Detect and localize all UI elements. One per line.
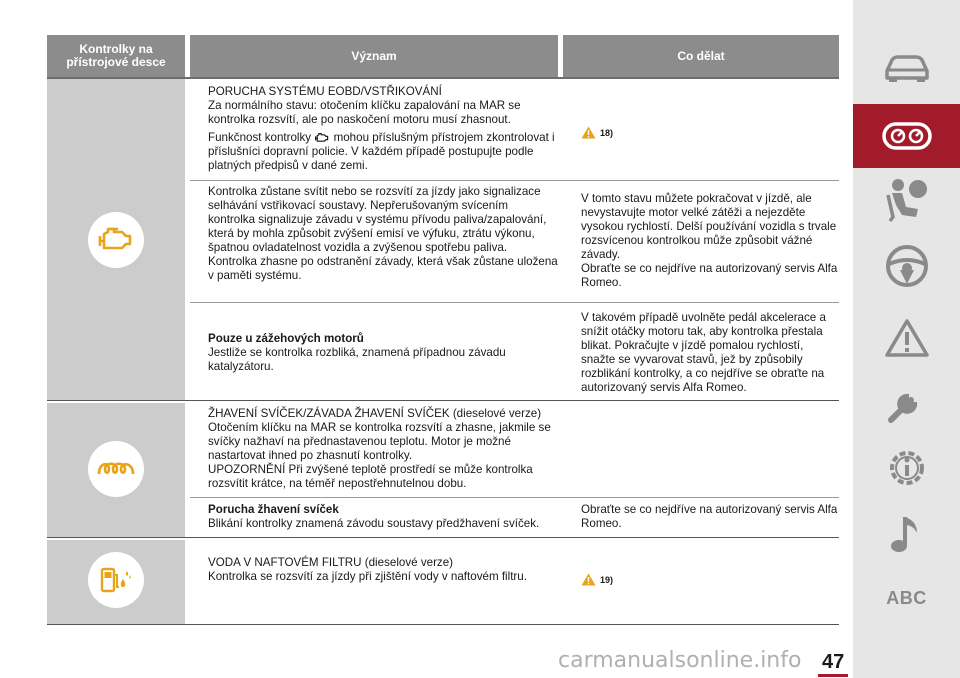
glow-plug-meaning-block	[208, 407, 558, 491]
engine-action-service: Obraťte se co nejdříve na autorizovaný servis Alfa Romeo.	[581, 262, 838, 289]
warning-triangle-icon[interactable]	[853, 306, 960, 370]
hazard-triangle-icon	[581, 126, 596, 139]
index-abc-button[interactable]: ABC	[886, 587, 927, 608]
engine-normal-text: Za normálního stavu: otočením klíčku zapalování na MAR se kontrolka rozsvítí, ale po naskočení motoru musí zhasnout.	[208, 99, 521, 126]
car-icon[interactable]	[853, 36, 960, 100]
watermark: carmanualsonline.info	[558, 648, 802, 673]
steering-wheel-icon[interactable]	[853, 234, 960, 298]
section-separator	[47, 400, 839, 401]
glow-plug-fault-text: Blikání kontrolky znamená závodu soustavy předžhavení svíček.	[208, 517, 540, 530]
header-warning-lights: Kontrolky na přístrojové desce	[47, 35, 185, 77]
glow-plug-icon	[88, 441, 144, 497]
section-separator	[47, 537, 839, 538]
header-action: Co dělat	[563, 35, 839, 77]
page-number-underline	[818, 674, 848, 677]
glow-plug-text: Otočením klíčku na MAR se kontrolka rozsvítí a zhasne, jakmile se svíčky nažhaví na přednastavenou teplotu. Motor je možné nastartovat ihned po zhasnutí kontrolky.	[208, 421, 551, 462]
dashboard-gauges-icon[interactable]	[853, 104, 960, 168]
glow-plug-title: ŽHAVENÍ SVÍČEK/ZÁVADA ŽHAVENÍ SVÍČEK (dieselové verze)	[208, 407, 542, 420]
wrench-icon[interactable]	[853, 372, 960, 436]
icon-cell-water-in-fuel	[47, 540, 185, 624]
warning-ref-18[interactable]: 18)	[581, 126, 613, 139]
catalyst-action-text: V takovém případě uvolněte pedál akcelerace a snížit otáčky motoru tak, aby kontrolka přestala blikat. Pokračujte v jízdě pomalou rychlostí, snažte se vyvarovat stavů, jež by způsobily rozblikání kontrolky, a co nejdříve se obraťte na autorizovaný servis Alfa Romeo.	[581, 311, 826, 394]
engine-meaning-block	[208, 85, 558, 173]
music-note-icon[interactable]	[853, 502, 960, 566]
engine-title: PORUCHA SYSTÉMU EOBD/VSTŘIKOVÁNÍ	[208, 85, 442, 98]
water-text: Kontrolka se rozsvítí za jízdy při zjištění vody v naftovém filtru.	[208, 570, 527, 583]
header-meaning: Význam	[190, 35, 558, 77]
glow-plug-warning: UPOZORNĚNÍ Při zvýšené teplotě prostředí se může kontrolka rozsvítit krátce, na téměř nepostřehnutelnou dobu.	[208, 463, 533, 490]
glow-plug-fault-heading: Porucha žhavení svíček	[208, 503, 339, 516]
chapter-sidebar	[853, 0, 960, 678]
catalyst-text: Jestliže se kontrolka rozbliká, znamená případnou závadu katalyzátoru.	[208, 346, 506, 373]
engine-inline-icon	[314, 132, 330, 144]
warning-ref-19[interactable]: 19)	[581, 573, 613, 586]
engine-fault-block	[208, 185, 558, 283]
water-in-fuel-icon	[88, 552, 144, 608]
petrol-only-heading: Pouze u zážehových motorů	[208, 332, 364, 345]
page-number: 47	[822, 651, 845, 673]
glow-plug-action-text: Obraťte se co nejdříve na autorizovaný servis Alfa Romeo.	[581, 503, 838, 530]
info-gear-icon[interactable]	[853, 436, 960, 500]
engine-action-block	[581, 192, 839, 290]
engine-check-icon	[88, 212, 144, 268]
glow-plug-action-block	[581, 503, 839, 531]
water-meaning-block	[208, 556, 558, 584]
row-separator	[190, 180, 839, 181]
engine-fault-memory: Kontrolka zhasne po odstranění závady, která však zůstane uložena v paměti systému.	[208, 255, 558, 282]
icon-cell-glow-plug	[47, 403, 185, 537]
airbag-seat-icon[interactable]	[853, 168, 960, 232]
engine-police-text: Funkčnost kontrolky mohou příslušným přístrojem zkontrolovat i příslušníci dopravní policie. V každém případě postupujte podle platných předpisů v dané zemi.	[208, 131, 555, 172]
icon-cell-engine	[47, 79, 185, 400]
row-separator	[190, 497, 839, 498]
water-title: VODA V NAFTOVÉM FILTRU (dieselové verze)	[208, 556, 454, 569]
engine-fault-text: Kontrolka zůstane svítit nebo se rozsvítí za jízdy jako signalizace selhávání vstřikovací soustavy. Nepřerušovaným svícením kontrolka signalizuje závadu v systému přívodu paliva/zapalování, která by mohla způsobit zvýšení emisí ve výfuku, ztrátu výkonu, špatnou ovladatelnost vozidla a zvýšenou spotřebu paliva.	[208, 185, 547, 254]
glow-plug-fault-block	[208, 503, 558, 531]
engine-action-text: V tomto stavu můžete pokračovat v jízdě, ale nevystavujte motor velké zátěži a nejezděte vysokou rychlostí. Delší používání vozidla s trvale rozsvícenou kontrolkou může způsobit vážné závady.	[581, 192, 837, 261]
hazard-triangle-icon	[581, 573, 596, 586]
table-bottom-rule	[47, 624, 839, 625]
catalyst-block	[208, 332, 558, 374]
row-separator	[190, 302, 839, 303]
catalyst-action-block	[581, 311, 839, 395]
